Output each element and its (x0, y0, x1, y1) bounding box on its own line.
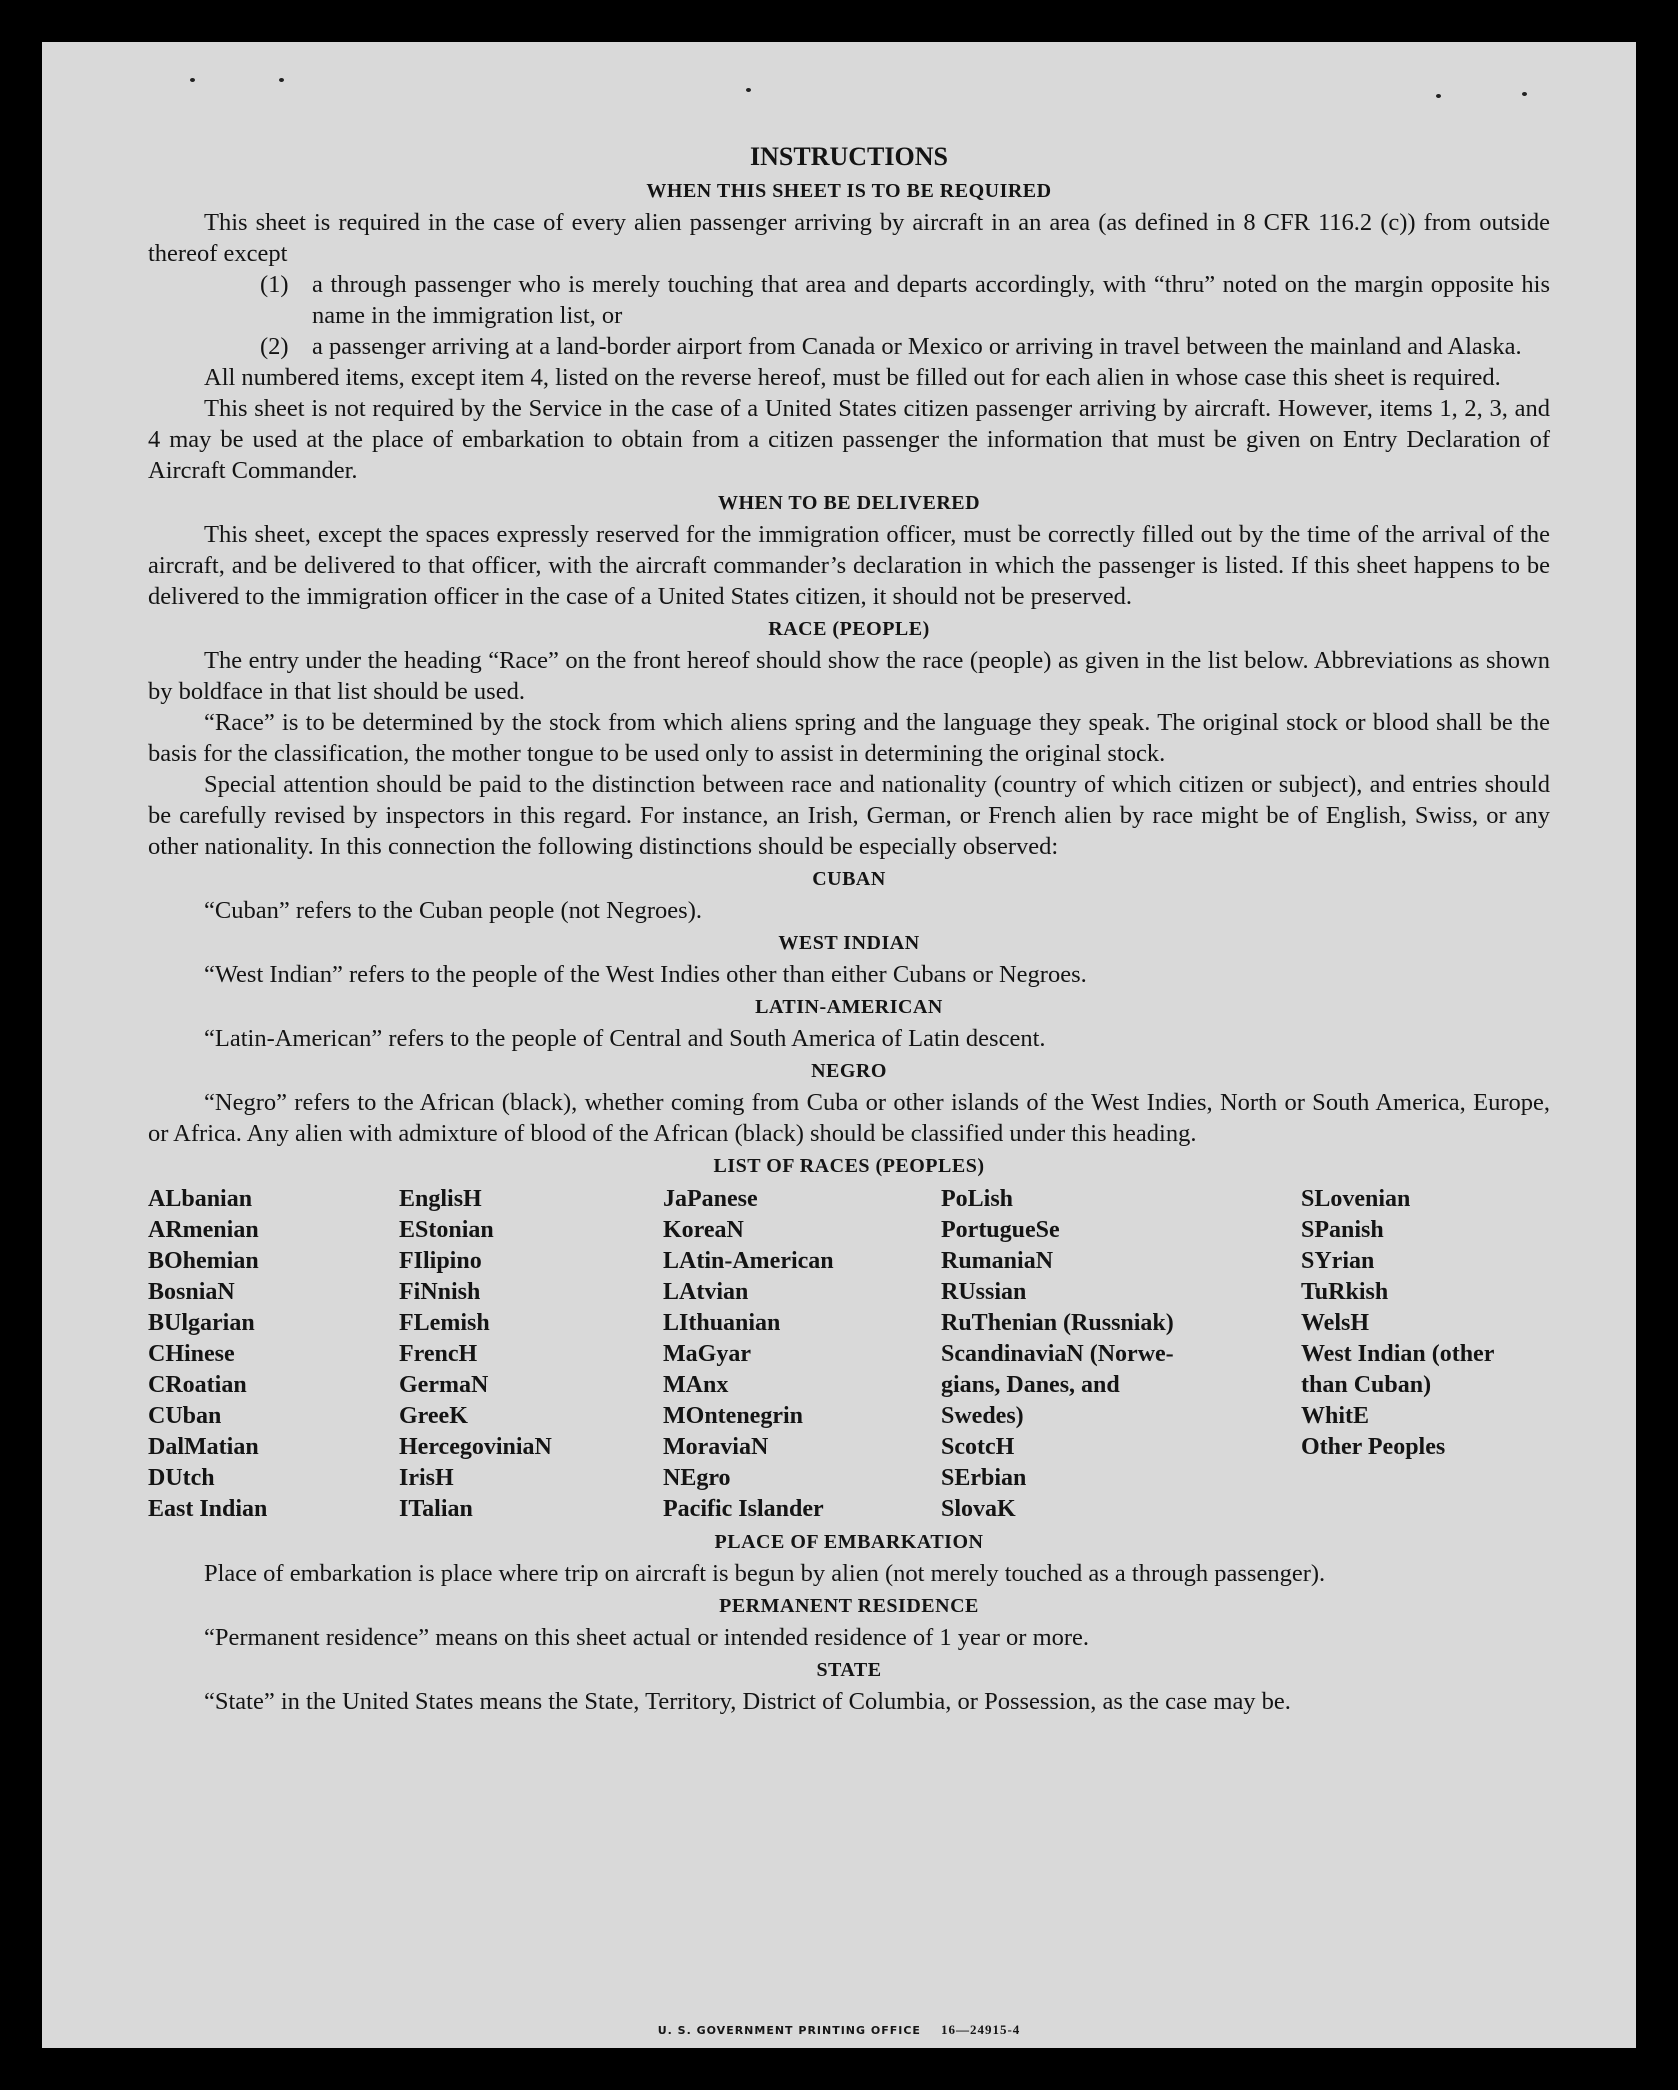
speck (1436, 94, 1441, 98)
heading-delivered: WHEN TO BE DELIVERED (717, 492, 981, 514)
paragraph: “Negro” refers to the African (black), whether coming from Cuba or other islands of the West Indies, North or South America, Europe, or Africa. Any alien with admixture of blood of the African (black) should be classified under this heading. (148, 1089, 1550, 1147)
paragraph: This sheet, except the spaces expressly reserved for the immigration officer, must be correctly filled out by the time of the arrival of the aircraft, and be delivered to that officer, with the aircraft commander’s declaration in which the passenger is listed. If this sheet happens to be delivered to the immigration officer in the case of a United States citizen, it should not be preserved. (148, 521, 1550, 610)
race-entry: RumaniaN (941, 1248, 1054, 1274)
races-column (941, 1184, 1301, 1525)
paragraph: “West Indian” refers to the people of the West Indies other than either Cubans or Negroes. (204, 961, 1087, 988)
printer-imprint (42, 2022, 1636, 2038)
race-entry: DUtch (148, 1465, 215, 1491)
paragraph: Special attention should be paid to the distinction between race and nationality (country of which citizen or subject), and entries should be carefully revised by inspectors in this regard. For instance, an Irish, German, or French alien by race might be of English, Swiss, or any other nationality. In this connection the following distinctions should be especially observed: (148, 771, 1550, 860)
race-entry: BosniaN (148, 1279, 235, 1305)
race-entry: PortugueSe (941, 1217, 1060, 1243)
race-entry: RUssian (941, 1279, 1027, 1305)
heading-race: RACE (PEOPLE) (768, 618, 930, 640)
heading-latin-american: LATIN-AMERICAN (755, 996, 943, 1018)
race-entry: ALbanian (148, 1186, 253, 1212)
heading-negro: NEGRO (811, 1060, 887, 1082)
heading-required: WHEN THIS SHEET IS TO BE REQUIRED (646, 180, 1052, 202)
race-entry: MOntenegrin (663, 1403, 803, 1429)
race-entry: JaPanese (663, 1186, 758, 1212)
race-entry: ITalian (399, 1496, 473, 1522)
race-entry: SLovenian (1301, 1186, 1411, 1212)
list-item (148, 269, 1550, 331)
races-column (663, 1184, 941, 1525)
race-entry: KoreaN (663, 1217, 744, 1243)
heading-residence: PERMANENT RESIDENCE (719, 1595, 979, 1617)
race-entry: LAtvian (663, 1279, 749, 1305)
races-column (1301, 1184, 1550, 1525)
races-column (399, 1184, 663, 1525)
race-entry: BOhemian (148, 1248, 259, 1274)
speck (190, 78, 195, 82)
paragraph: The entry under the heading “Race” on the front hereof should show the race (people) as given in the list below. Abbreviations as shown by boldface in that list should be used. (148, 647, 1550, 705)
paragraph: All numbered items, except item 4, listed on the reverse hereof, must be filled out for each alien in whose case this sheet is required. (204, 364, 1501, 391)
race-entry: CUban (148, 1403, 222, 1429)
item-number: (2) (260, 333, 289, 360)
race-entry: SlovaK (941, 1496, 1016, 1522)
race-entry: GreeK (399, 1403, 468, 1429)
race-entry: MoraviaN (663, 1434, 769, 1460)
paragraph: “Cuban” refers to the Cuban people (not Negroes). (204, 897, 702, 924)
race-entry: SErbian (941, 1465, 1027, 1491)
race-entry: EnglisH (399, 1186, 482, 1212)
race-entry: West Indian (other than Cuban) (1301, 1341, 1495, 1398)
printer-name: U. S. GOVERNMENT PRINTING OFFICE (657, 2024, 921, 2037)
paragraph: “Latin-American” refers to the people of Central and South America of Latin descent. (204, 1025, 1046, 1052)
paragraph: “Race” is to be determined by the stock from which aliens spring and the language they speak. The original stock or blood shall be the basis for the classification, the mother tongue to be used only to assist in determining the original stock. (148, 709, 1550, 767)
exception-list (148, 269, 1550, 362)
race-entry: DalMatian (148, 1434, 259, 1460)
race-entry: PoLish (941, 1186, 1014, 1212)
race-entry: Other Peoples (1301, 1434, 1446, 1460)
race-entry: TuRkish (1301, 1279, 1389, 1305)
form-code: 16—24915-4 (940, 2022, 1021, 2037)
speck (279, 78, 284, 82)
paragraph: This sheet is not required by the Service in the case of a United States citizen passenger arriving by aircraft. However, items 1, 2, 3, and 4 may be used at the place of embarkation to obtain from a citizen passenger the information that must be given on Entry Declaration of Aircraft Commander. (148, 395, 1550, 484)
race-entry: FIlipino (399, 1248, 482, 1274)
paragraph: Place of embarkation is place where trip on aircraft is begun by alien (not merely touched as a through passenger). (204, 1560, 1326, 1587)
heading-state: STATE (816, 1659, 882, 1681)
race-entry: RuThenian (Russniak) (941, 1310, 1174, 1336)
item-text: a through passenger who is merely touching that area and departs accordingly, with “thru” noted on the margin opposite his name in the immigration list, or (312, 271, 1550, 329)
item-text: a passenger arriving at a land-border airport from Canada or Mexico or arriving in travel between the mainland and Alaska. (312, 333, 1522, 360)
page-title: INSTRUCTIONS (750, 142, 948, 171)
paragraph: This sheet is required in the case of every alien passenger arriving by aircraft in an area (as defined in 8 CFR 116.2 (c)) from outside thereof except (148, 209, 1550, 267)
race-entry: FLemish (399, 1310, 490, 1336)
race-entry: MaGyar (663, 1341, 751, 1367)
race-entry: MAnx (663, 1372, 729, 1398)
race-entry: East Indian (148, 1496, 268, 1522)
race-entry: HercegoviniaN (399, 1434, 552, 1460)
instructions-content (148, 140, 1550, 1717)
race-entry: LAtin-American (663, 1248, 834, 1274)
race-entry: FiNnish (399, 1279, 481, 1305)
race-entry: WhitE (1301, 1403, 1370, 1429)
race-entry: LIthuanian (663, 1310, 781, 1336)
race-entry: ScotcH (941, 1434, 1015, 1460)
document-page (42, 42, 1636, 2048)
speck (746, 88, 751, 92)
list-item (148, 331, 1550, 362)
races-list (148, 1184, 1550, 1525)
race-entry: GermaN (399, 1372, 489, 1398)
heading-cuban: CUBAN (812, 868, 886, 890)
paragraph: “Permanent residence” means on this sheet actual or intended residence of 1 year or more. (204, 1624, 1090, 1651)
race-entry: CRoatian (148, 1372, 247, 1398)
race-entry: FrencH (399, 1341, 478, 1367)
race-entry: Pacific Islander (663, 1496, 824, 1522)
race-entry: NEgro (663, 1465, 731, 1491)
race-entry: CHinese (148, 1341, 235, 1367)
race-entry: IrisH (399, 1465, 454, 1491)
race-entry: ScandinaviaN (Norwe- gians, Danes, and Swedes) (941, 1341, 1174, 1429)
heading-embarkation: PLACE OF EMBARKATION (714, 1531, 984, 1553)
heading-west-indian: WEST INDIAN (778, 932, 920, 954)
race-entry: SPanish (1301, 1217, 1384, 1243)
race-entry: EStonian (399, 1217, 494, 1243)
item-number: (1) (260, 271, 289, 298)
race-entry: BUlgarian (148, 1310, 255, 1336)
race-entry: SYrian (1301, 1248, 1375, 1274)
paragraph: “State” in the United States means the State, Territory, District of Columbia, or Possession, as the case may be. (204, 1688, 1291, 1715)
race-entry: WelsH (1301, 1310, 1370, 1336)
races-column (148, 1184, 399, 1525)
heading-list-of-races: LIST OF RACES (PEOPLES) (713, 1155, 985, 1177)
speck (1522, 92, 1527, 96)
race-entry: ARmenian (148, 1217, 259, 1243)
